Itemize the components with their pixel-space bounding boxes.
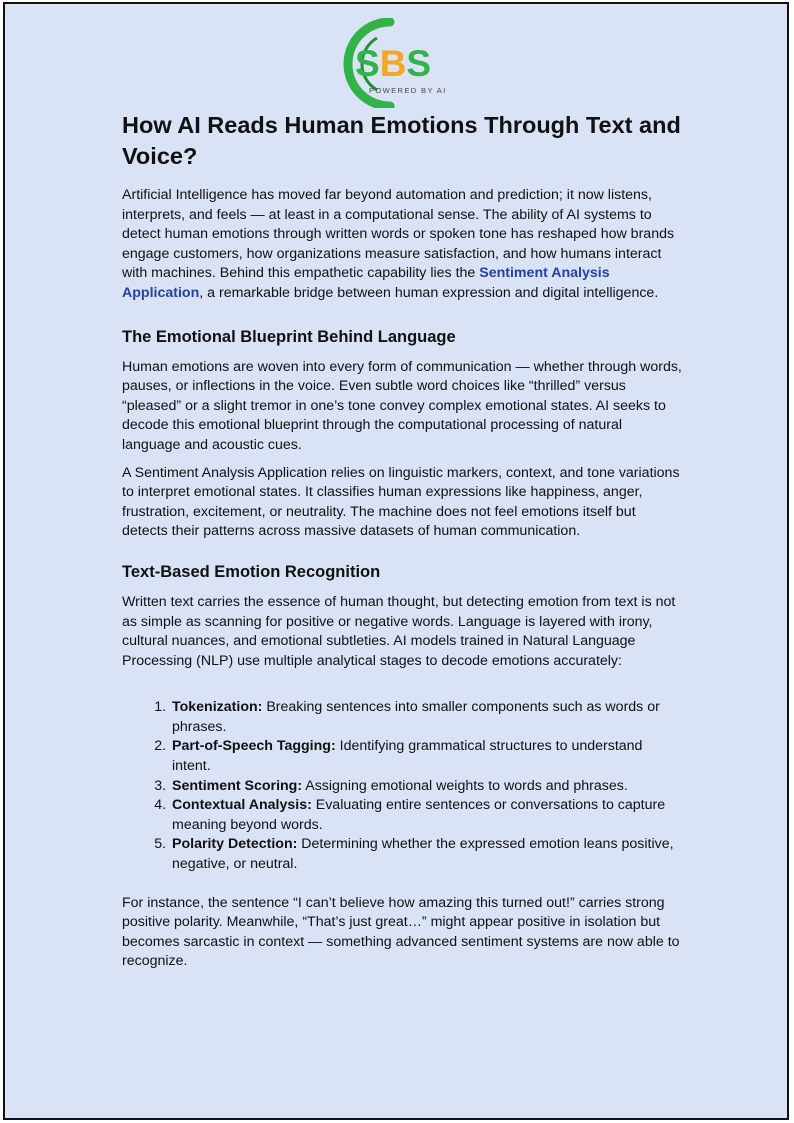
- nlp-stages-list: [122, 698, 682, 874]
- document-page: [3, 2, 789, 1120]
- list-item: 3. Sentiment Scoring: Assigning emotional weights to words and phrases.: [170, 777, 682, 797]
- list-item: 2. Part-of-Speech Tagging: Identifying grammatical structures to understand intent.: [170, 737, 682, 776]
- section2-paragraph-2: For instance, the sentence “I can’t believe how amazing this turned out!” carries strong positive polarity. Meanwhile, “That’s just great…” might appear positive in isolation but becomes sarcastic in context — something advanced sentiment systems are now able to recognize.: [122, 894, 680, 970]
- list-item: 5. Polarity Detection: Determining whether the expressed emotion leans positive, negative, or neutral.: [170, 835, 682, 874]
- logo-tagline: POWERED BY AI: [369, 86, 447, 95]
- section2-paragraph-1: Written text carries the essence of human thought, but detecting emotion from text is not as simple as scanning for positive or negative words. Language is layered with irony, cultural nuances, and emotional subtleties. AI models trained in Natural Language Processing (NLP) use multiple analytical stages to decode emotions accurately:: [122, 593, 676, 669]
- list-item: 4. Contextual Analysis: Evaluating entire sentences or conversations to capture meaning beyond words.: [170, 796, 682, 835]
- sentiment-analysis-link[interactable]: Sentiment Analysis Application: [122, 265, 610, 301]
- list-item: 1. Tokenization: Breaking sentences into smaller components such as words or phrases.: [170, 698, 682, 737]
- section-heading-emotional-blueprint: The Emotional Blueprint Behind Language: [122, 327, 456, 346]
- logo-wordmark: SBS: [355, 43, 432, 84]
- article-content: [122, 110, 682, 980]
- section1-paragraph-2: A Sentiment Analysis Application relies on linguistic markers, context, and tone variations to interpret emotional states. It classifies human expressions like happiness, anger, frustration, excitement, or neutrality. The machine does not feel emotions itself but detects their patterns across massive datasets of human communication.: [122, 464, 680, 540]
- section1-paragraph-1: Human emotions are woven into every form of communication — whether through words, pauses, or inflections in the voice. Even subtle word choices like “thrilled” versus “pleased” or a slight tremor in one’s tone convey complex emotional states. AI seeks to decode this emotional blueprint through the computational processing of natural language and acoustic cues.: [122, 358, 682, 453]
- section-heading-text-based: Text-Based Emotion Recognition: [122, 562, 381, 581]
- intro-paragraph: Artificial Intelligence has moved far beyond automation and prediction; it now listens, interprets, and feels — at least in a computational sense. The ability of AI systems to detect human emotions through written words or spoken tone has reshaped how brands engage customers, how organizations measure satisfaction, and how humans interact with machines. Behind this empathetic capability lies the Sentiment Analysis Application, a remarkable bridge between human expression and digital intelligence.: [122, 187, 675, 301]
- article-title: How AI Reads Human Emotions Through Text and Voice?: [122, 112, 681, 169]
- sbs-logo: [335, 18, 475, 108]
